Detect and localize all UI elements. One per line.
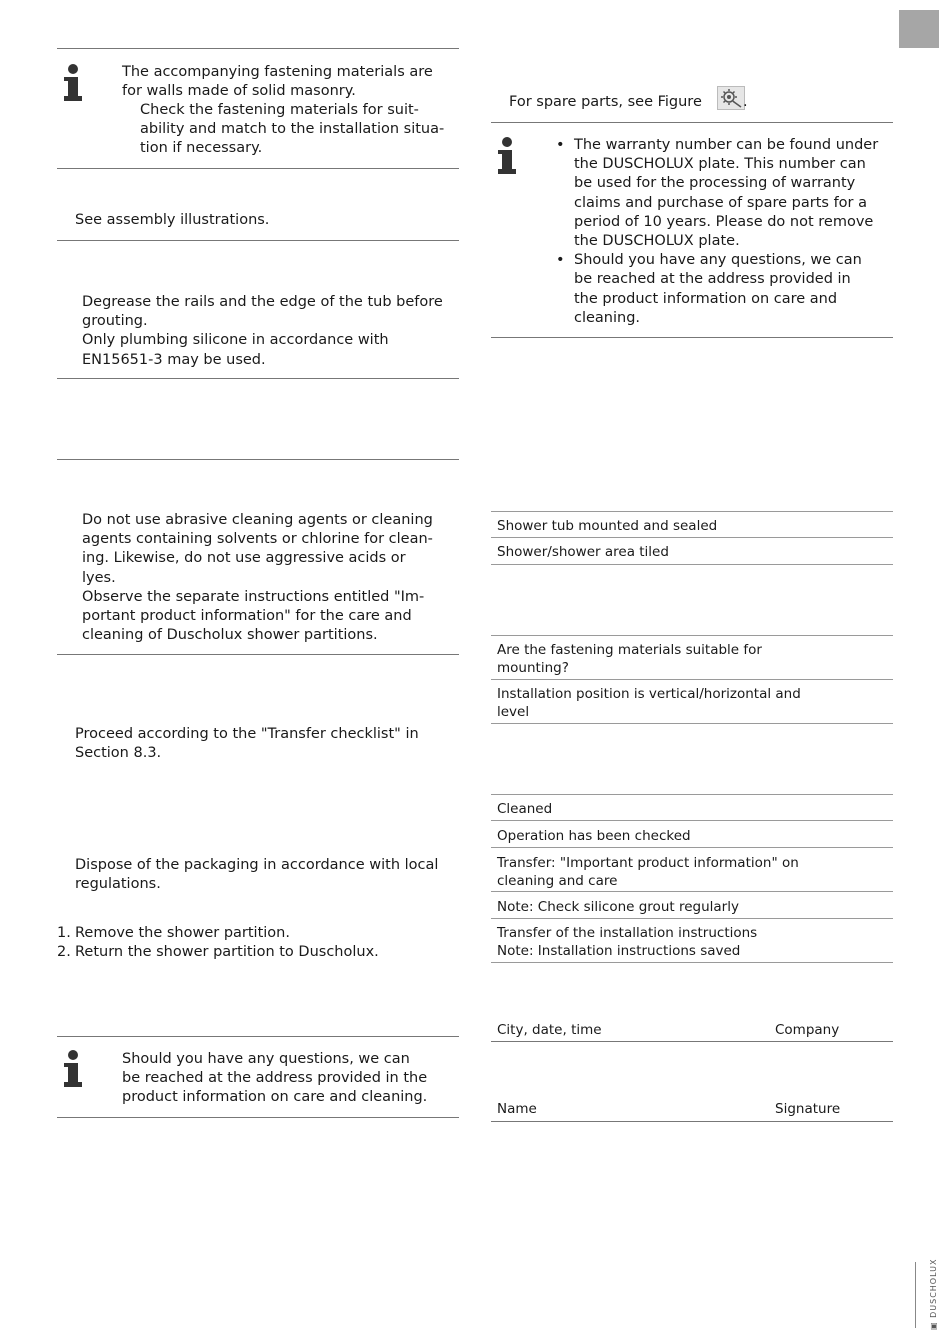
checklist-row: Cleaned	[497, 801, 553, 817]
checklist-row: Transfer: "Important product information" on cleaning and care	[497, 855, 799, 889]
brand-logo: ▣ DUSCHOLUX	[929, 1258, 938, 1330]
list-item: • The warranty number can be found under the DUSCHOLUX plate. This number can be used for the processing of warranty claims and purchase of spare parts for a period of 10 years. Please do not remove the DUSCHOLUX plate.	[556, 136, 896, 251]
disposal-text: Dispose of the packaging in accordance with local regulations.	[75, 857, 439, 893]
divider	[57, 1036, 459, 1037]
table-rule	[491, 962, 893, 963]
checklist-row: Shower tub mounted and sealed	[497, 518, 718, 534]
divider	[57, 459, 459, 460]
table-rule	[491, 918, 893, 919]
table-rule	[491, 537, 893, 538]
removal-steps	[57, 924, 379, 962]
spare-parts-text: For spare parts, see Figure	[509, 94, 702, 110]
table-rule	[491, 564, 893, 565]
table-rule	[491, 679, 893, 680]
divider	[57, 654, 459, 655]
info-icon	[63, 1050, 83, 1090]
list-item: 1. Remove the shower partition.	[57, 925, 290, 941]
note-fastening-text: The accompanying fastening materials are for walls made of solid masonry.	[122, 64, 433, 100]
divider	[57, 48, 459, 49]
divider	[57, 240, 459, 241]
transfer-text: Proceed according to the "Transfer checklist" in Section 8.3.	[75, 726, 419, 762]
gear-icon	[717, 86, 745, 110]
sealing-text: Degrease the rails and the edge of the tub before grouting. Only plumbing silicone in accordance with EN15651-3 may be used.	[82, 294, 443, 368]
checklist-row: Are the fastening materials suitable for mounting?	[497, 642, 762, 676]
divider	[57, 1117, 459, 1118]
sign-company-label: Company	[775, 1022, 840, 1038]
table-rule	[491, 891, 893, 892]
signature-line	[491, 1041, 893, 1042]
table-rule	[491, 723, 893, 724]
sign-name-label: Name	[497, 1101, 537, 1117]
brand-divider	[915, 1262, 916, 1328]
divider	[57, 378, 459, 379]
spare-parts-period: .	[743, 94, 748, 110]
divider	[491, 337, 893, 338]
warranty-notes	[556, 136, 896, 328]
assembly-text: See assembly illustrations.	[75, 212, 270, 228]
sign-signature-label: Signature	[775, 1101, 841, 1117]
note-fastening-subtext: Check the fastening materials for suit- ability and match to the installation situa- tion if necessary.	[140, 102, 445, 157]
note-questions-text: Should you have any questions, we can be reached at the address provided in the product information on care and cleaning.	[122, 1051, 428, 1106]
checklist-row: Installation position is vertical/horizontal and level	[497, 686, 801, 720]
cleaning-text: Do not use abrasive cleaning agents or cleaning agents containing solvents or chlorine for clean- ing. Likewise, do not use aggressive acids or lyes. Observe the separate instructions entitled "Im- portant product information" for the care and cleaning of Duscholux shower partitions.	[82, 512, 433, 644]
sign-city-label: City, date, time	[497, 1022, 602, 1038]
table-rule	[491, 794, 893, 795]
checklist-row: Shower/shower area tiled	[497, 544, 669, 560]
info-icon	[63, 64, 83, 104]
table-rule	[491, 820, 893, 821]
list-item: 2. Return the shower partition to Duscholux.	[57, 944, 379, 961]
checklist-row: Transfer of the installation instructions Note: Installation instructions saved	[497, 925, 758, 959]
table-rule	[491, 511, 893, 512]
page-tab-marker	[899, 10, 939, 48]
table-rule	[491, 847, 893, 848]
list-item: • Should you have any questions, we can be reached at the address provided in the product information on care and cleaning.	[556, 251, 896, 328]
divider	[57, 168, 459, 169]
divider	[491, 122, 893, 123]
checklist-row: Operation has been checked	[497, 828, 691, 844]
table-rule	[491, 635, 893, 636]
signature-line	[491, 1121, 893, 1122]
info-icon	[497, 137, 517, 177]
checklist-row: Note: Check silicone grout regularly	[497, 899, 739, 915]
